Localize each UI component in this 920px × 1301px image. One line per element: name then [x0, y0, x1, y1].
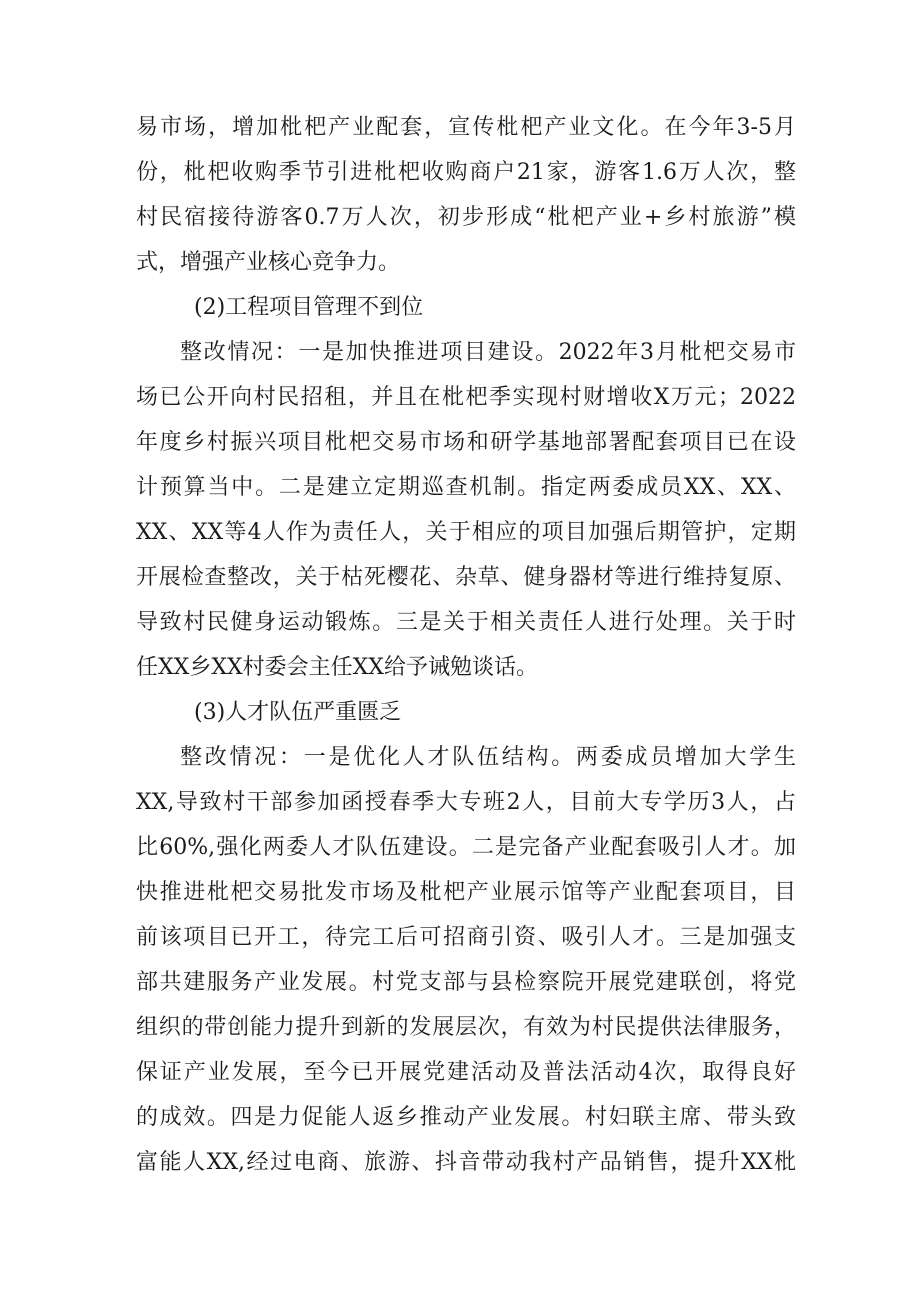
text-line: 整改情况：一是加快推进项目建设。2022年3月枇杷交易市 [180, 340, 796, 365]
text-line: 开展检查整改，关于枯死樱花、杂草、健身器材等进行维持复原、 [136, 565, 796, 590]
text-line: 前该项目已开工，待完工后可招商引资、吸引人才。三是加强支 [136, 925, 796, 950]
text-line: XX,导致村干部参加函授春季大专班2人，目前大专学历3人，占 [136, 790, 796, 815]
text-line: 任XX乡XX村委会主任XX给予诫勉谈话。 [136, 655, 538, 680]
section-heading: (3)人才队伍严重匮乏 [194, 700, 402, 725]
text-line: 计预算当中。二是建立定期巡查机制。指定两委成员XX、XX、 [136, 475, 796, 500]
text-line: XX、XX等4人作为责任人，关于相应的项目加强后期管护，定期 [136, 520, 796, 545]
text-line: 份，枇杷收购季节引进枇杷收购商户21家，游客1.6万人次，整 [136, 160, 796, 185]
text-line: 比60%,强化两委人才队伍建设。二是完备产业配套吸引人才。加 [136, 835, 796, 860]
text-line: 富能人XX,经过电商、旅游、抖音带动我村产品销售，提升XX枇 [136, 1150, 796, 1175]
text-line: 组织的带创能力提升到新的发展层次，有效为村民提供法律服务， [136, 1015, 796, 1040]
text-line: 部共建服务产业发展。村党支部与县检察院开展党建联创，将党 [136, 970, 796, 995]
text-line: 年度乡村振兴项目枇杷交易市场和研学基地部署配套项目已在设 [136, 430, 796, 455]
text-line: 保证产业发展，至今已开展党建活动及普法活动4次，取得良好 [136, 1060, 796, 1085]
document-body [136, 105, 796, 1185]
text-line: 村民宿接待游客0.7万人次，初步形成“枇杷产业+乡村旅游”模 [136, 205, 796, 230]
text-line: 导致村民健身运动锻炼。三是关于相关责任人进行处理。关于时 [136, 610, 796, 635]
text-line: 易市场，增加枇杷产业配套，宣传枇杷产业文化。在今年3-5月 [136, 115, 796, 140]
text-line: 的成效。四是力促能人返乡推动产业发展。村妇联主席、带头致 [136, 1105, 796, 1130]
section-heading: (2)工程项目管理不到位 [194, 295, 424, 320]
text-line: 快推进枇杷交易批发市场及枇杷产业展示馆等产业配套项目，目 [136, 880, 796, 905]
text-line: 式，增强产业核心竞争力。 [136, 250, 401, 275]
text-line: 场已公开向村民招租，并且在枇杷季实现村财增收X万元；2022 [136, 385, 796, 410]
text-line: 整改情况：一是优化人才队伍结构。两委成员增加大学生 [180, 745, 796, 770]
